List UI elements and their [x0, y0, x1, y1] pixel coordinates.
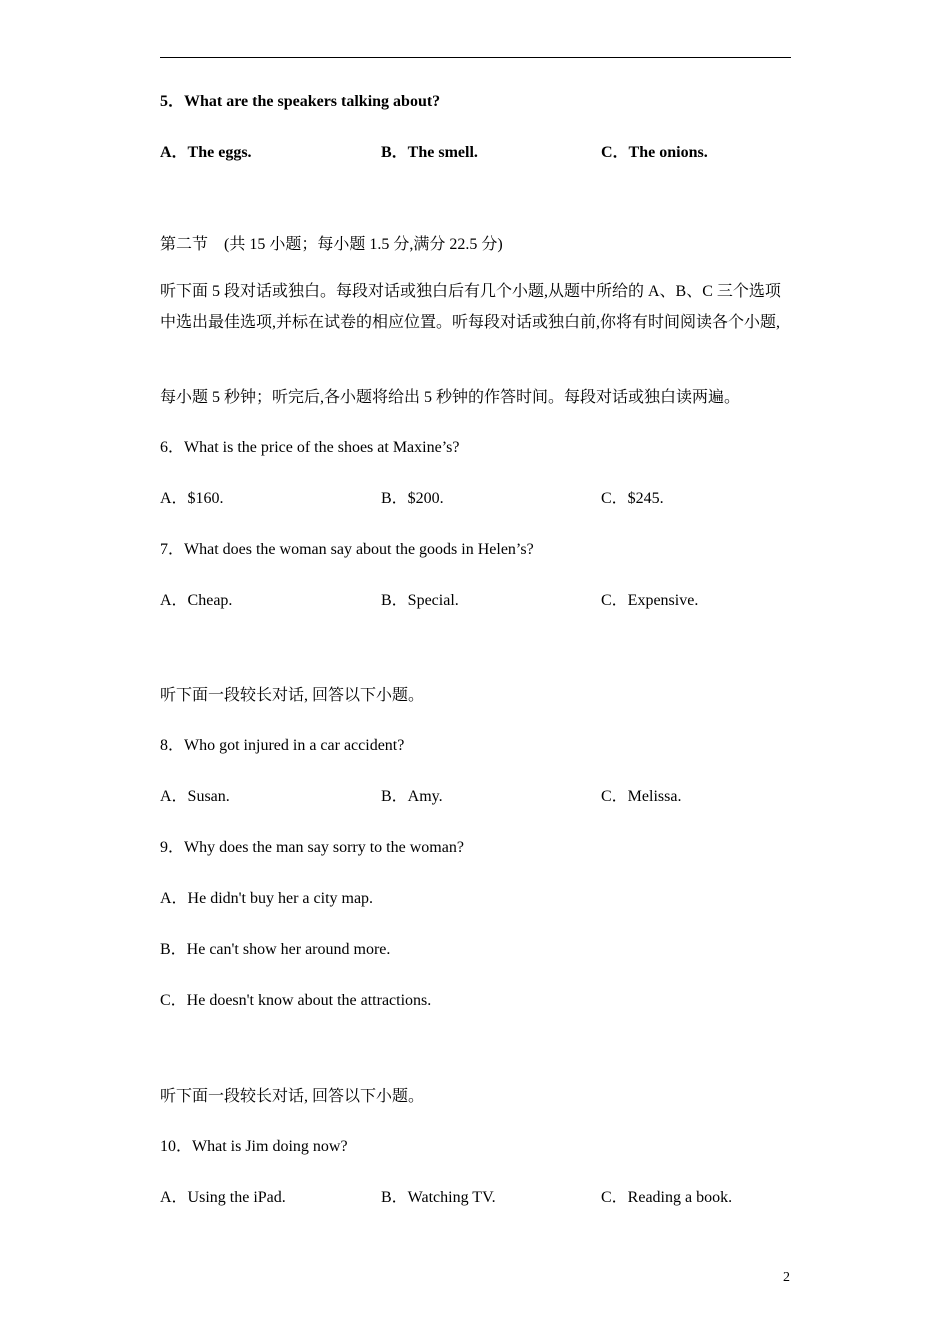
page-number: 2	[783, 1270, 790, 1285]
q10-option-b: B．Watching TV.	[381, 1189, 496, 1206]
q9-option-b: B．He can't show her around more.	[160, 941, 391, 958]
dialog-intro: 听下面一段较长对话, 回答以下小题。	[160, 687, 425, 704]
q5-option-a: A．The eggs.	[160, 144, 252, 161]
q8-option-b: B．Amy.	[381, 788, 443, 805]
question-9: 9．Why does the man say sorry to the woman?	[160, 839, 464, 856]
q6-option-a: A．$160.	[160, 490, 224, 507]
q7-option-b: B．Special.	[381, 592, 459, 609]
q9-option-a: A．He didn't buy her a city map.	[160, 890, 374, 907]
q10-option-c: C．Reading a book.	[601, 1189, 733, 1206]
q10-option-a: A．Using the iPad.	[160, 1189, 286, 1206]
question-8: 8．Who got injured in a car accident?	[160, 737, 405, 754]
q5-option-b: B．The smell.	[381, 144, 478, 161]
q5-option-c: C．The onions.	[601, 144, 708, 161]
question-7: 7．What does the woman say about the goods in Helen’s?	[160, 541, 534, 558]
q6-option-b: B．$200.	[381, 490, 444, 507]
section-instructions: 听下面 5 段对话或独白。每段对话或独白后有几个小题,从题中所给的 A、B、C 三个选项中选出最佳选项,并标在试卷的相应位置。听每段对话或独白前,你将有时间阅读各个小题,	[160, 283, 781, 331]
q7-option-a: A．Cheap.	[160, 592, 233, 609]
q6-option-c: C．$245.	[601, 490, 664, 507]
q8-option-c: C．Melissa.	[601, 788, 682, 805]
section-header: 第二节 (共 15 小题；每小题 1.5 分,满分 22.5 分)	[160, 236, 503, 253]
question-10: 10．What is Jim doing now?	[160, 1138, 348, 1155]
dialog-intro: 听下面一段较长对话, 回答以下小题。	[160, 1088, 425, 1105]
q7-option-c: C．Expensive.	[601, 592, 699, 609]
q9-option-c: C．He doesn't know about the attractions.	[160, 992, 432, 1009]
header-rule	[160, 57, 791, 58]
q8-option-a: A．Susan.	[160, 788, 230, 805]
section-timing: 每小题 5 秒钟；听完后,各小题将给出 5 秒钟的作答时间。每段对话或独白读两遍。	[160, 389, 741, 406]
question-6: 6．What is the price of the shoes at Maxine’s?	[160, 439, 460, 456]
question-5: 5．What are the speakers talking about?	[160, 93, 441, 110]
